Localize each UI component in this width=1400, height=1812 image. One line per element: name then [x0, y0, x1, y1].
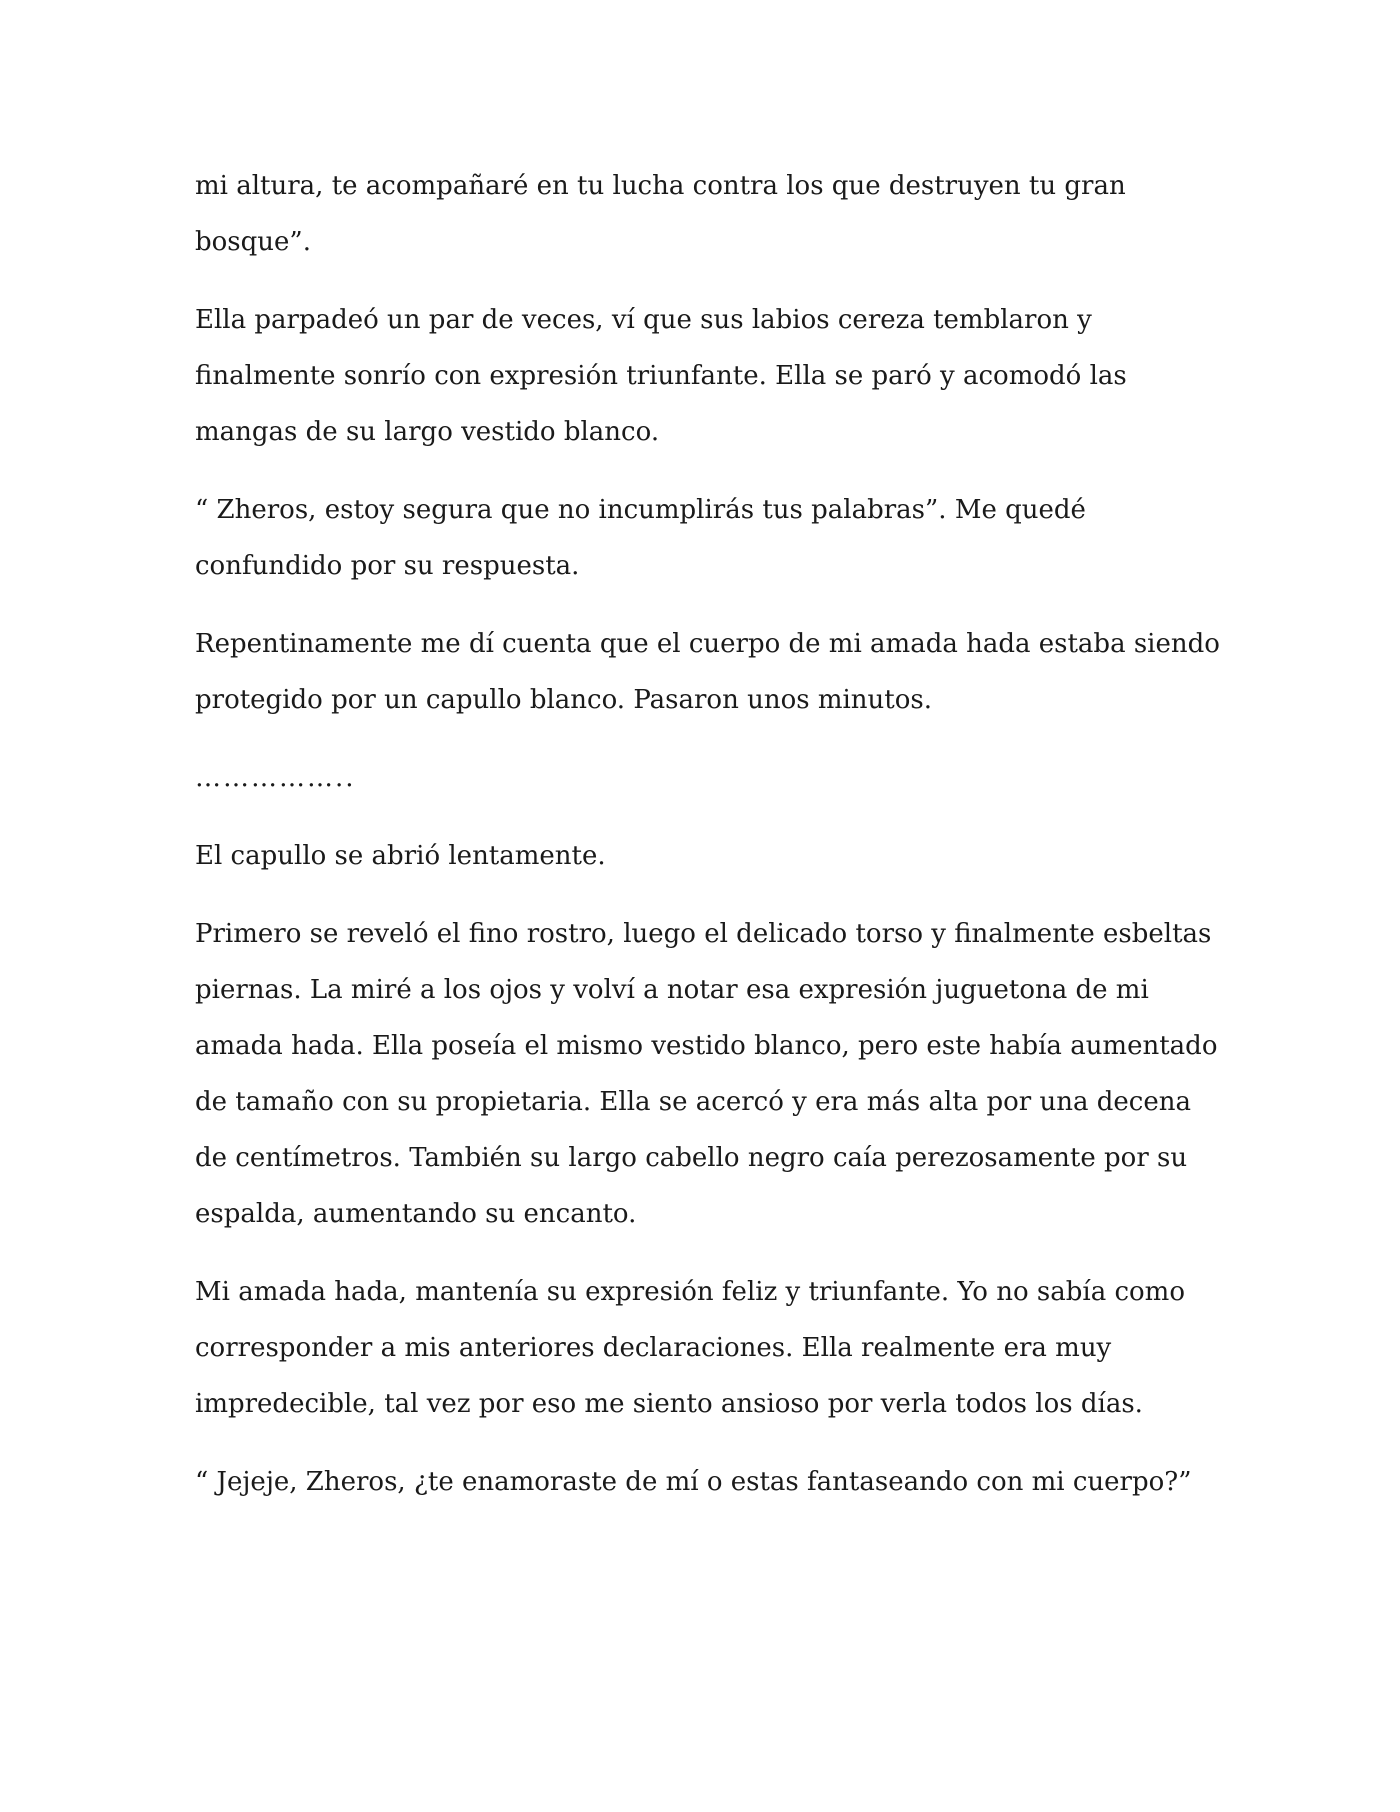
scene-separator: ……………..	[195, 763, 356, 793]
paragraph: Repentinamente me dí cuenta que el cuerpo de mi amada hada estaba siendo protegido por un capullo blanco. Pasaron unos minutos.	[195, 629, 1220, 715]
paragraph: “ Jejeje, Zheros, ¿te enamoraste de mí o estas fantaseando con mi cuerpo?”	[195, 1467, 1192, 1497]
paragraph: Primero se reveló el fino rostro, luego el delicado torso y finalmente esbeltas piernas. La miré a los ojos y volví a notar esa expresión juguetona de mi amada hada. Ella poseía el mismo vestido blanco, pero este había aumentado de tamaño con su propietaria. Ella se acercó y era más alta por una decena de centímetros. También su largo cabello negro caía perezosamente por su espalda, aumentando su encanto.	[195, 919, 1218, 1229]
paragraph: mi altura, te acompañaré en tu lucha contra los que destruyen tu gran bosque”.	[195, 171, 1126, 257]
document-body	[195, 158, 1225, 1532]
paragraph: Ella parpadeó un par de veces, ví que sus labios cereza temblaron y finalmente sonrío con expresión triunfante. Ella se paró y acomodó las mangas de su largo vestido blanco.	[195, 305, 1127, 447]
paragraph: El capullo se abrió lentamente.	[195, 841, 606, 871]
paragraph: Mi amada hada, mantenía su expresión feliz y triunfante. Yo no sabía como corresponder a mis anteriores declaraciones. Ella realmente era muy impredecible, tal vez por eso me siento ansioso por verla todos los días.	[195, 1277, 1185, 1419]
paragraph: “ Zheros, estoy segura que no incumplirás tus palabras”. Me quedé confundido por su respuesta.	[195, 495, 1086, 581]
